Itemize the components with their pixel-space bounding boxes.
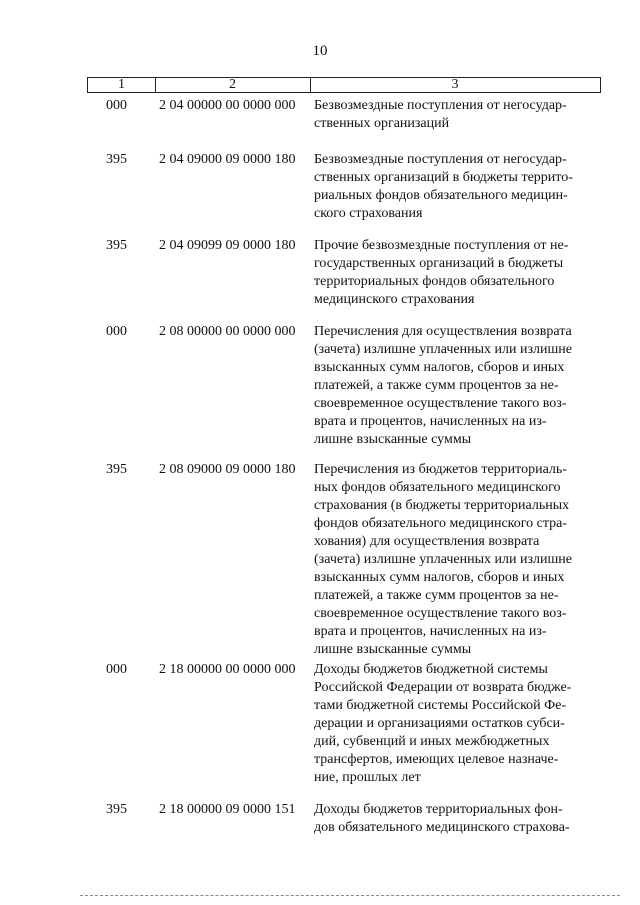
description-cell (314, 237, 604, 309)
description-line: платежей, а также сумм процентов за не- (314, 378, 559, 393)
description-line: Безвозмездные поступления от негосудар- (314, 98, 567, 113)
admin-code-cell: 395 (106, 462, 127, 477)
description-line: дов обязательного медицинского страхова- (314, 820, 570, 835)
budget-code-cell: 2 08 00000 00 0000 000 (159, 324, 296, 339)
table-header-col-3: 3 (451, 77, 459, 92)
description-cell (314, 801, 604, 837)
description-cell (314, 661, 604, 787)
description-cell (314, 151, 604, 223)
description-line: тами бюджетной системы Российской Фе- (314, 698, 567, 713)
description-cell (314, 461, 604, 659)
description-line: взысканных сумм налогов, сборов и иных (314, 360, 565, 375)
admin-code-cell: 000 (106, 98, 127, 113)
budget-code-cell: 2 18 00000 00 0000 000 (159, 662, 296, 677)
description-line: лишне взысканные суммы (314, 432, 472, 447)
page-number: 10 (312, 43, 328, 59)
description-line: ственных организаций в бюджеты террито- (314, 170, 573, 185)
description-line: Безвозмездные поступления от негосудар- (314, 152, 567, 167)
description-line: ского страхования (314, 206, 423, 221)
description-line: риальных фондов обязательного медицин- (314, 188, 568, 203)
admin-code-cell: 395 (106, 802, 127, 817)
description-line: своевременное осуществление такого воз- (314, 396, 567, 411)
budget-code-cell: 2 08 09000 09 0000 180 (159, 462, 296, 477)
admin-code-cell: 395 (106, 238, 127, 253)
description-cell (314, 97, 604, 133)
description-line: хования) для осуществления возврата (314, 534, 540, 549)
description-line: врата и процентов, начисленных на из- (314, 624, 547, 639)
description-line: фондов обязательного медицинского стра- (314, 516, 568, 531)
description-line: (зачета) излишне уплаченных или излишне (314, 342, 572, 357)
admin-code-cell: 000 (106, 662, 127, 677)
description-line: Доходы бюджетов бюджетной системы (314, 662, 548, 677)
description-line: Перечисления для осуществления возврата (314, 324, 572, 339)
description-line: Доходы бюджетов территориальных фон- (314, 802, 563, 817)
description-line: Российской Федерации от возврата бюдже- (314, 680, 572, 695)
description-line: территориальных фондов обязательного (314, 274, 555, 289)
table-header-col-1: 1 (88, 78, 156, 92)
admin-code-cell: 395 (106, 152, 127, 167)
admin-code-cell: 000 (106, 324, 127, 339)
description-line: ственных организаций (314, 116, 450, 131)
description-line: своевременное осуществление такого воз- (314, 606, 567, 621)
budget-code-cell: 2 04 00000 00 0000 000 (159, 98, 296, 113)
budget-code-cell: 2 18 00000 09 0000 151 (159, 802, 296, 817)
description-line: трансфертов, имеющих целевое назначе- (314, 752, 559, 767)
description-line: Перечисления из бюджетов территориаль- (314, 462, 567, 477)
description-line: ние, прошлых лет (314, 770, 421, 785)
description-line: лишне взысканные суммы (314, 642, 472, 657)
table-header-col-2: 2 (155, 78, 311, 92)
description-line: дий, субвенций и иных межбюджетных (314, 734, 550, 749)
description-line: взысканных сумм налогов, сборов и иных (314, 570, 565, 585)
budget-code-cell: 2 04 09000 09 0000 180 (159, 152, 296, 167)
budget-code-cell: 2 04 09099 09 0000 180 (159, 238, 296, 253)
description-line: дерации и организациями остатков субси- (314, 716, 565, 731)
description-line: ных фондов обязательного медицинского (314, 480, 561, 495)
footer-divider (80, 895, 620, 896)
description-cell (314, 323, 604, 449)
description-line: Прочие безвозмездные поступления от не- (314, 238, 569, 253)
description-line: платежей, а также сумм процентов за не- (314, 588, 559, 603)
description-line: государственных организаций в бюджеты (314, 256, 564, 271)
table-header-row (87, 77, 601, 93)
description-line: врата и процентов, начисленных на из- (314, 414, 547, 429)
description-line: (зачета) излишне уплаченных или излишне (314, 552, 572, 567)
description-line: медицинского страхования (314, 292, 475, 307)
description-line: страхования (в бюджеты территориальных (314, 498, 570, 513)
